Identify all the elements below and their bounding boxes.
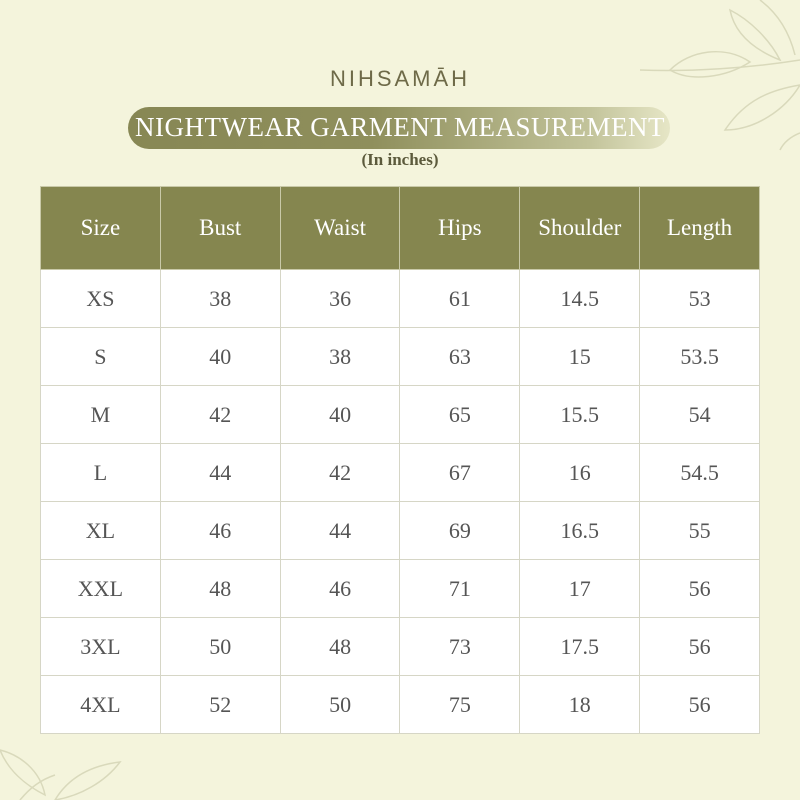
- waist-cell: 36: [280, 270, 400, 328]
- hips-cell: 75: [400, 676, 520, 734]
- table-row: [41, 618, 760, 676]
- shoulder-cell: 17.5: [520, 618, 640, 676]
- bust-cell: 48: [160, 560, 280, 618]
- column-header-hips: Hips: [400, 187, 520, 270]
- size-cell: XXL: [41, 560, 161, 618]
- shoulder-cell: 16.5: [520, 502, 640, 560]
- size-cell: XS: [41, 270, 161, 328]
- size-cell: S: [41, 328, 161, 386]
- shoulder-cell: 17: [520, 560, 640, 618]
- size-cell: 3XL: [41, 618, 161, 676]
- bust-cell: 44: [160, 444, 280, 502]
- shoulder-cell: 18: [520, 676, 640, 734]
- bust-cell: 42: [160, 386, 280, 444]
- column-header-size: Size: [41, 187, 161, 270]
- hips-cell: 61: [400, 270, 520, 328]
- hips-cell: 69: [400, 502, 520, 560]
- hips-cell: 65: [400, 386, 520, 444]
- length-cell: 55: [640, 502, 760, 560]
- waist-cell: 38: [280, 328, 400, 386]
- table-row: [41, 676, 760, 734]
- table-row: [41, 444, 760, 502]
- table-row: [41, 560, 760, 618]
- length-cell: 56: [640, 618, 760, 676]
- shoulder-cell: 15.5: [520, 386, 640, 444]
- waist-cell: 44: [280, 502, 400, 560]
- table-header-row: [41, 187, 760, 270]
- hips-cell: 63: [400, 328, 520, 386]
- shoulder-cell: 14.5: [520, 270, 640, 328]
- waist-cell: 42: [280, 444, 400, 502]
- hips-cell: 71: [400, 560, 520, 618]
- shoulder-cell: 15: [520, 328, 640, 386]
- size-cell: XL: [41, 502, 161, 560]
- hips-cell: 73: [400, 618, 520, 676]
- bust-cell: 38: [160, 270, 280, 328]
- size-chart-table: [40, 186, 760, 734]
- table-row: [41, 270, 760, 328]
- shoulder-cell: 16: [520, 444, 640, 502]
- bust-cell: 50: [160, 618, 280, 676]
- column-header-shoulder: Shoulder: [520, 187, 640, 270]
- length-cell: 56: [640, 560, 760, 618]
- size-cell: 4XL: [41, 676, 161, 734]
- length-cell: 54: [640, 386, 760, 444]
- size-cell: L: [41, 444, 161, 502]
- length-cell: 53: [640, 270, 760, 328]
- waist-cell: 46: [280, 560, 400, 618]
- bust-cell: 52: [160, 676, 280, 734]
- brand-name: NIHSAMĀH: [329, 66, 471, 91]
- table-row: [41, 502, 760, 560]
- table-row: [41, 386, 760, 444]
- column-header-bust: Bust: [160, 187, 280, 270]
- table-row: [41, 328, 760, 386]
- column-header-waist: Waist: [280, 187, 400, 270]
- column-header-length: Length: [640, 187, 760, 270]
- waist-cell: 50: [280, 676, 400, 734]
- length-cell: 53.5: [640, 328, 760, 386]
- leaf-branch-bottom-left-icon: [0, 730, 130, 800]
- page-title: NIGHTWEAR GARMENT MEASUREMENT: [135, 112, 665, 142]
- bust-cell: 46: [160, 502, 280, 560]
- length-cell: 56: [640, 676, 760, 734]
- length-cell: 54.5: [640, 444, 760, 502]
- bust-cell: 40: [160, 328, 280, 386]
- waist-cell: 40: [280, 386, 400, 444]
- hips-cell: 67: [400, 444, 520, 502]
- unit-subtitle: (In inches): [361, 150, 439, 169]
- waist-cell: 48: [280, 618, 400, 676]
- size-cell: M: [41, 386, 161, 444]
